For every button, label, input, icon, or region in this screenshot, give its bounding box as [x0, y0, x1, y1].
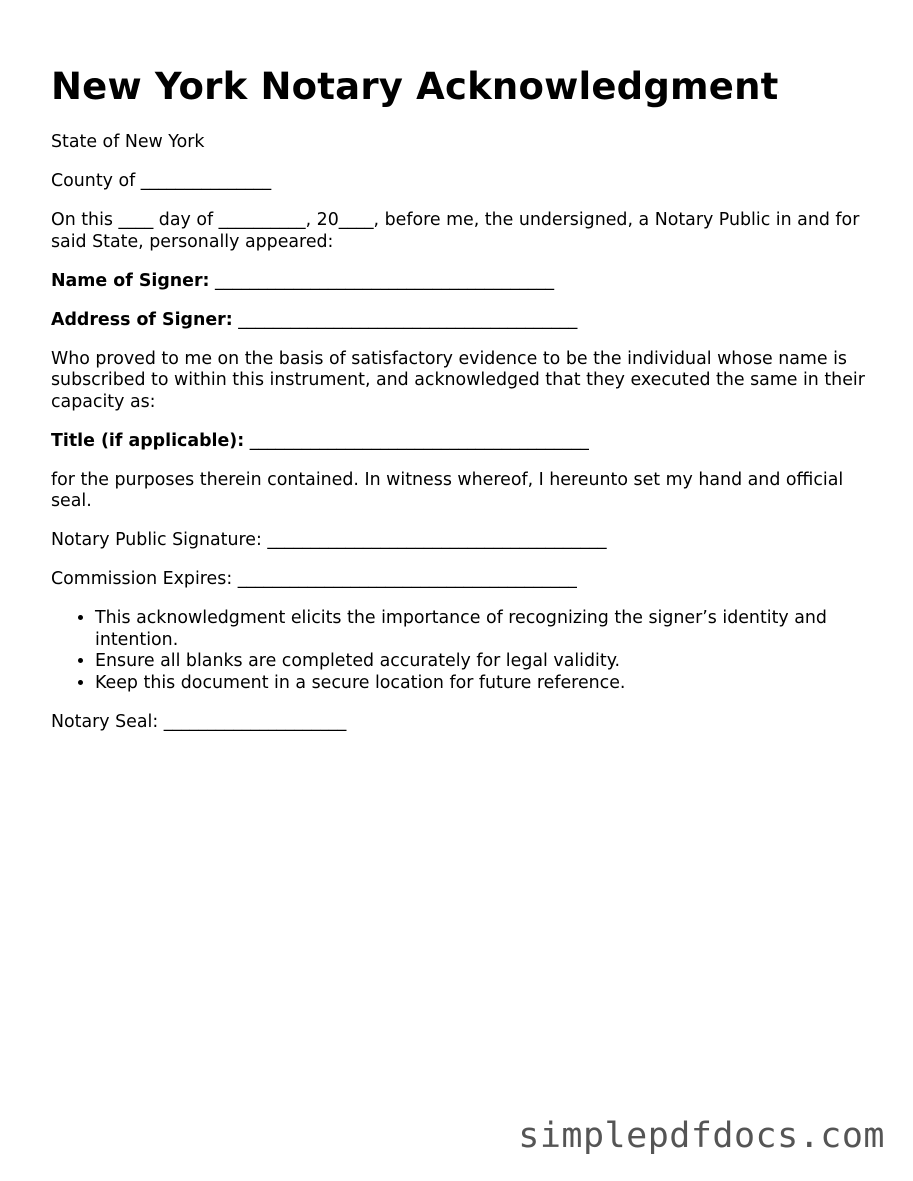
address-of-signer-blank[interactable]: _______________________________________ — [238, 309, 578, 330]
notary-signature-blank[interactable]: _______________________________________ — [267, 530, 607, 550]
witness-paragraph: for the purposes therein contained. In witness whereof, I hereunto set my hand and official seal. — [51, 469, 844, 511]
address-of-signer-label: Address of Signer: — [51, 309, 233, 330]
title-line — [51, 431, 866, 453]
intro-paragraph: On this ____ day of __________, 20____, before me, the undersigned, a Notary Public in and for said State, personally appeared: — [51, 210, 860, 252]
list-item: • Ensure all blanks are completed accurately for legal validity. — [95, 651, 866, 673]
list-item: • Keep this document in a secure location for future reference. — [95, 673, 866, 695]
notary-signature-line — [51, 530, 866, 552]
commission-expires-line — [51, 569, 866, 591]
county-line — [51, 171, 866, 193]
name-of-signer-line — [51, 271, 866, 293]
state-line: State of New York — [51, 132, 205, 152]
notary-seal-label: Notary Seal: — [51, 711, 159, 732]
name-of-signer-blank[interactable]: _______________________________________ — [215, 270, 555, 291]
page-title: New York Notary Acknowledgment — [51, 65, 779, 108]
watermark: simplepdfdocs.com — [518, 1116, 885, 1156]
commission-expires-blank[interactable]: _______________________________________ — [237, 569, 577, 589]
name-of-signer-label: Name of Signer: — [51, 270, 210, 291]
title-label: Title (if applicable): — [51, 430, 245, 451]
proved-paragraph: Who proved to me on the basis of satisfactory evidence to be the individual whose name is subscribed to within this instrument, and acknowledged that they executed the same in their capacity as: — [51, 348, 865, 412]
document-page — [51, 66, 866, 751]
address-of-signer-line — [51, 310, 866, 332]
title-blank[interactable]: _______________________________________ — [249, 430, 589, 451]
notary-seal-blank[interactable]: _____________________ — [163, 711, 347, 732]
notary-seal-line — [51, 712, 866, 734]
county-blank[interactable]: _______________ — [140, 171, 272, 191]
notary-signature-label: Notary Public Signature: — [51, 530, 262, 550]
commission-expires-label: Commission Expires: — [51, 569, 233, 589]
list-item: • This acknowledgment elicits the importance of recognizing the signer’s identity and intention. — [95, 608, 866, 651]
county-label: County of — [51, 171, 136, 191]
notes-list — [51, 608, 866, 694]
